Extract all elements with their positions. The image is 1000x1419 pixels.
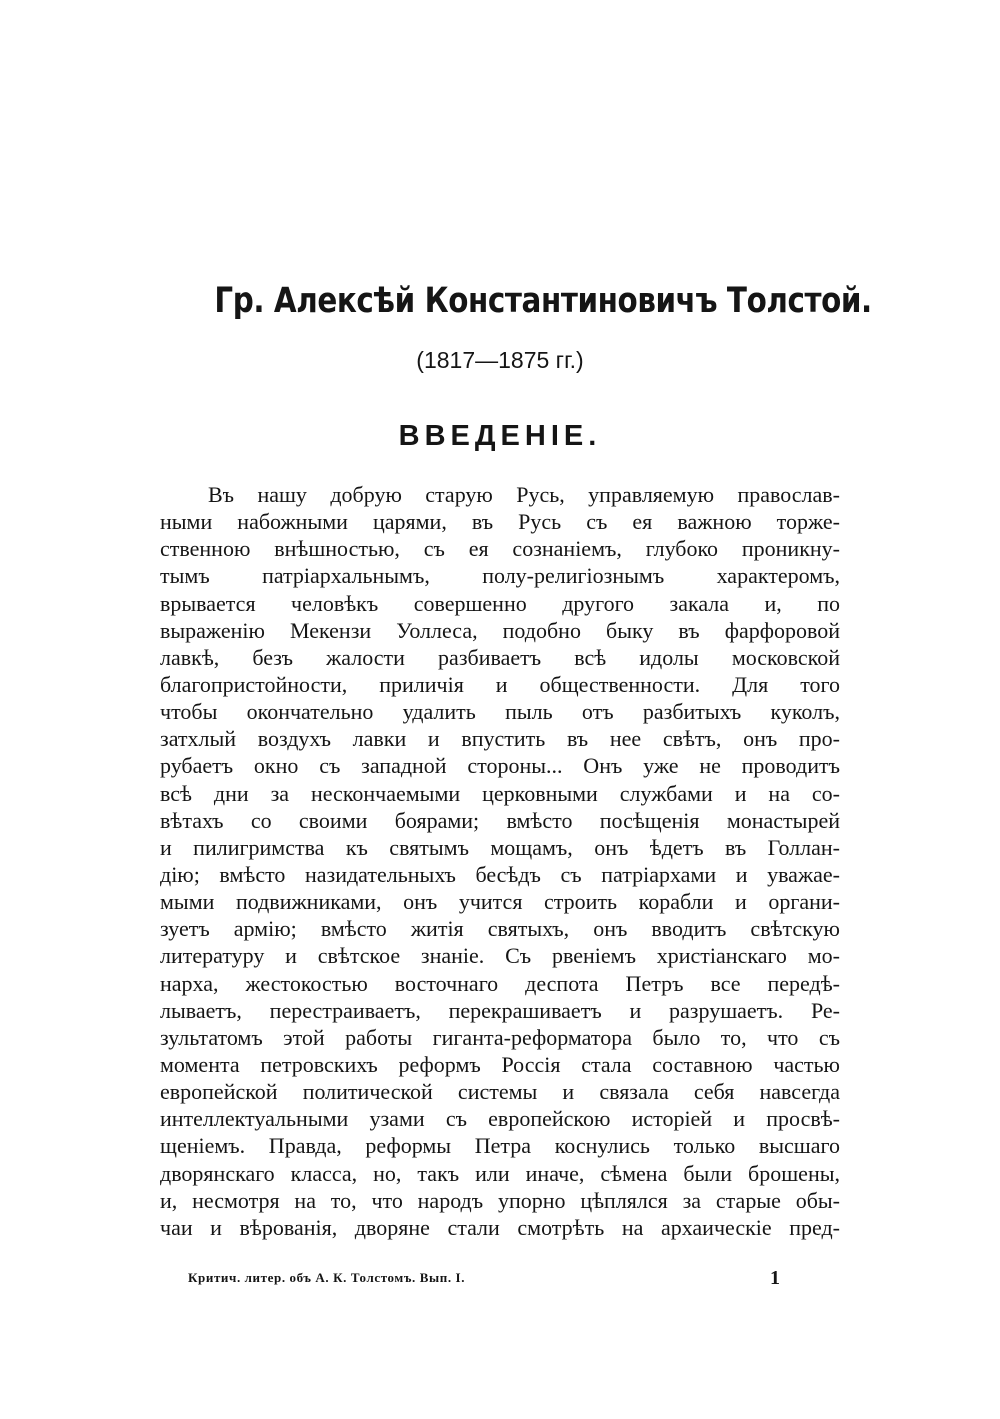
body-line: щеніемъ. Правда, реформы Петра коснулись только высшаго	[160, 1133, 840, 1159]
page-footer	[160, 1267, 840, 1293]
body-line: чтобы окончательно удалить пыль отъ разбитыхъ куколъ,	[160, 699, 840, 725]
body-line: тымъ патріархальнымъ, полу-религіознымъ характеромъ,	[160, 563, 840, 589]
footer-note: Критич. литер. объ А. К. Толстомъ. Вып. I.	[188, 1270, 466, 1285]
body-line: лываетъ, перестраиваетъ, перекрашиваетъ и разрушаетъ. Ре-	[160, 997, 840, 1023]
body-line: литературу и свѣтское знаніе. Съ рвеніемъ христіанскаго мо-	[160, 943, 840, 969]
body-line: и пилигримства къ святымъ мощамъ, онъ ѣдетъ въ Голлан-	[160, 834, 840, 860]
body-line: рубаетъ окно съ западной стороны... Онъ уже не проводитъ	[160, 753, 840, 779]
life-years: (1817—1875 гг.)	[416, 347, 584, 373]
body-line: дію; вмѣсто назидательныхъ бесѣдъ съ патріархами и уважае-	[160, 861, 840, 887]
page-title: Гр. Алексѣй Константиновичъ Толстой.	[214, 281, 872, 321]
section-heading: ВВЕДЕНІЕ.	[398, 420, 602, 452]
body-line: выраженію Мекензи Уоллеса, подобно быку въ фарфоровой	[160, 617, 840, 643]
body-line: затхлый воздухъ лавки и впустить въ нее свѣтъ, онъ про-	[160, 726, 840, 752]
body-line: европейской политической системы и связала себя навсегда	[160, 1079, 840, 1105]
body-line: благопристойности, приличія и общественности. Для того	[160, 671, 840, 697]
body-line: всѣ дни за нескончаемыми церковными службами и на со-	[160, 780, 840, 806]
body-line: ственною внѣшностью, съ ея сознаніемъ, глубоко проникну-	[160, 536, 840, 562]
body-line: Въ нашу добрую старую Русь, управляемую православ-	[208, 482, 840, 507]
page-number: 1	[770, 1267, 780, 1289]
body-line: зуетъ армію; вмѣсто житія святыхъ, онъ вводитъ свѣтскую	[160, 916, 840, 942]
body-line: нарха, жестокостью восточнаго деспота Петръ все передѣ-	[160, 970, 840, 996]
body-line: лавкѣ, безъ жалости разбиваетъ всѣ идолы московской	[160, 644, 840, 670]
body-line: вѣтахъ со своими боярами; вмѣсто посѣщенія монастырей	[160, 807, 840, 833]
body-line: врывается человѣкъ совершенно другого закала и, по	[160, 590, 840, 616]
body-line: интеллектуальными узами съ европейскою исторіей и просвѣ-	[160, 1106, 840, 1132]
body-line: ными набожными царями, въ Русь съ ея важною торже-	[160, 509, 840, 535]
body-line: мыми подвижниками, онъ учится строить корабли и органи-	[160, 889, 840, 915]
body-paragraph	[160, 481, 840, 1241]
body-line: зультатомъ этой работы гиганта-реформатора было то, что съ	[160, 1024, 840, 1050]
body-line: и, несмотря на то, что народъ упорно цѣплялся за старые обы-	[160, 1187, 840, 1213]
body-line: момента петровскихъ реформъ Россія стала составною частью	[160, 1051, 840, 1077]
body-line: чаи и вѣрованія, дворяне стали смотрѣть на архаическіе пред-	[160, 1214, 840, 1240]
body-line: дворянскаго класса, но, такъ или иначе, сѣмена были брошены,	[160, 1160, 840, 1186]
